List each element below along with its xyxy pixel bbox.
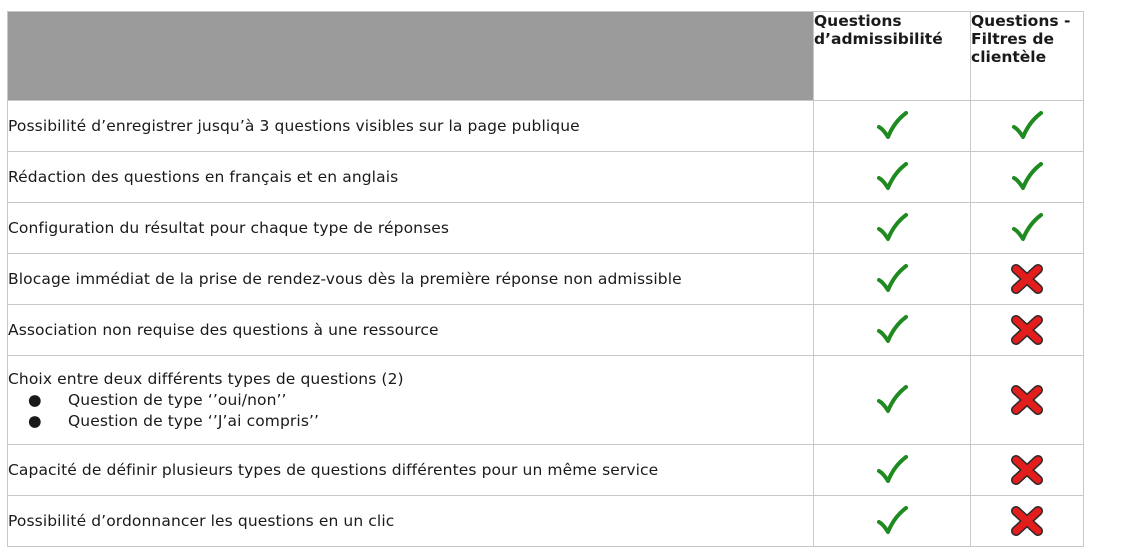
cross-icon	[1010, 263, 1044, 295]
table-row	[8, 445, 1084, 496]
status-cell	[814, 445, 971, 496]
cross-icon	[1010, 454, 1044, 486]
feature-label: Possibilité d’ordonnancer les questions en un clic	[8, 496, 814, 547]
feature-label: Blocage immédiat de la prise de rendez-vous dès la première réponse non admissible	[8, 254, 814, 305]
comparison-table	[7, 11, 1084, 547]
table-row	[8, 254, 1084, 305]
status-cell	[814, 152, 971, 203]
feature-label: Configuration du résultat pour chaque type de réponses	[8, 203, 814, 254]
feature-label: Rédaction des questions en français et en anglais	[8, 152, 814, 203]
checkmark-icon	[875, 505, 909, 537]
bullet-text: Question de type ‘’J’ai compris’’	[68, 411, 320, 430]
status-cell	[814, 496, 971, 547]
table-row	[8, 496, 1084, 547]
table-row	[8, 203, 1084, 254]
checkmark-icon	[875, 454, 909, 486]
status-cell	[971, 254, 1084, 305]
table-row	[8, 152, 1084, 203]
status-cell	[971, 356, 1084, 445]
checkmark-icon	[1010, 110, 1044, 142]
checkmark-icon	[875, 110, 909, 142]
status-cell	[814, 305, 971, 356]
list-item	[8, 390, 813, 411]
list-item	[8, 411, 813, 432]
bullet-list	[8, 390, 813, 432]
status-cell	[971, 496, 1084, 547]
column-header-admissibility: Questions d’admissibilité	[814, 12, 971, 101]
status-cell	[814, 356, 971, 445]
checkmark-icon	[875, 212, 909, 244]
feature-label: Possibilité d’enregistrer jusqu’à 3 questions visibles sur la page publique	[8, 101, 814, 152]
checkmark-icon	[1010, 212, 1044, 244]
feature-cell	[8, 356, 814, 445]
feature-label: Association non requise des questions à une ressource	[8, 305, 814, 356]
header-blank-cell	[8, 12, 814, 101]
cross-icon	[1010, 505, 1044, 537]
bullet-icon: ●	[28, 411, 42, 430]
bullet-icon: ●	[28, 390, 42, 409]
column-header-client-filters: Questions - Filtres de clientèle	[971, 12, 1084, 101]
status-cell	[971, 203, 1084, 254]
feature-label: Choix entre deux différents types de questions (2)	[8, 369, 404, 388]
checkmark-icon	[1010, 161, 1044, 193]
checkmark-icon	[875, 314, 909, 346]
header-row	[8, 12, 1084, 101]
table-row	[8, 101, 1084, 152]
status-cell	[814, 101, 971, 152]
cross-icon	[1010, 384, 1044, 416]
checkmark-icon	[875, 161, 909, 193]
status-cell	[971, 445, 1084, 496]
checkmark-icon	[875, 263, 909, 295]
checkmark-icon	[875, 384, 909, 416]
table-row	[8, 305, 1084, 356]
feature-label: Capacité de définir plusieurs types de questions différentes pour un même service	[8, 445, 814, 496]
table-row	[8, 356, 1084, 445]
status-cell	[971, 152, 1084, 203]
status-cell	[814, 254, 971, 305]
cross-icon	[1010, 314, 1044, 346]
status-cell	[814, 203, 971, 254]
bullet-text: Question de type ‘’oui/non’’	[68, 390, 287, 409]
status-cell	[971, 305, 1084, 356]
status-cell	[971, 101, 1084, 152]
